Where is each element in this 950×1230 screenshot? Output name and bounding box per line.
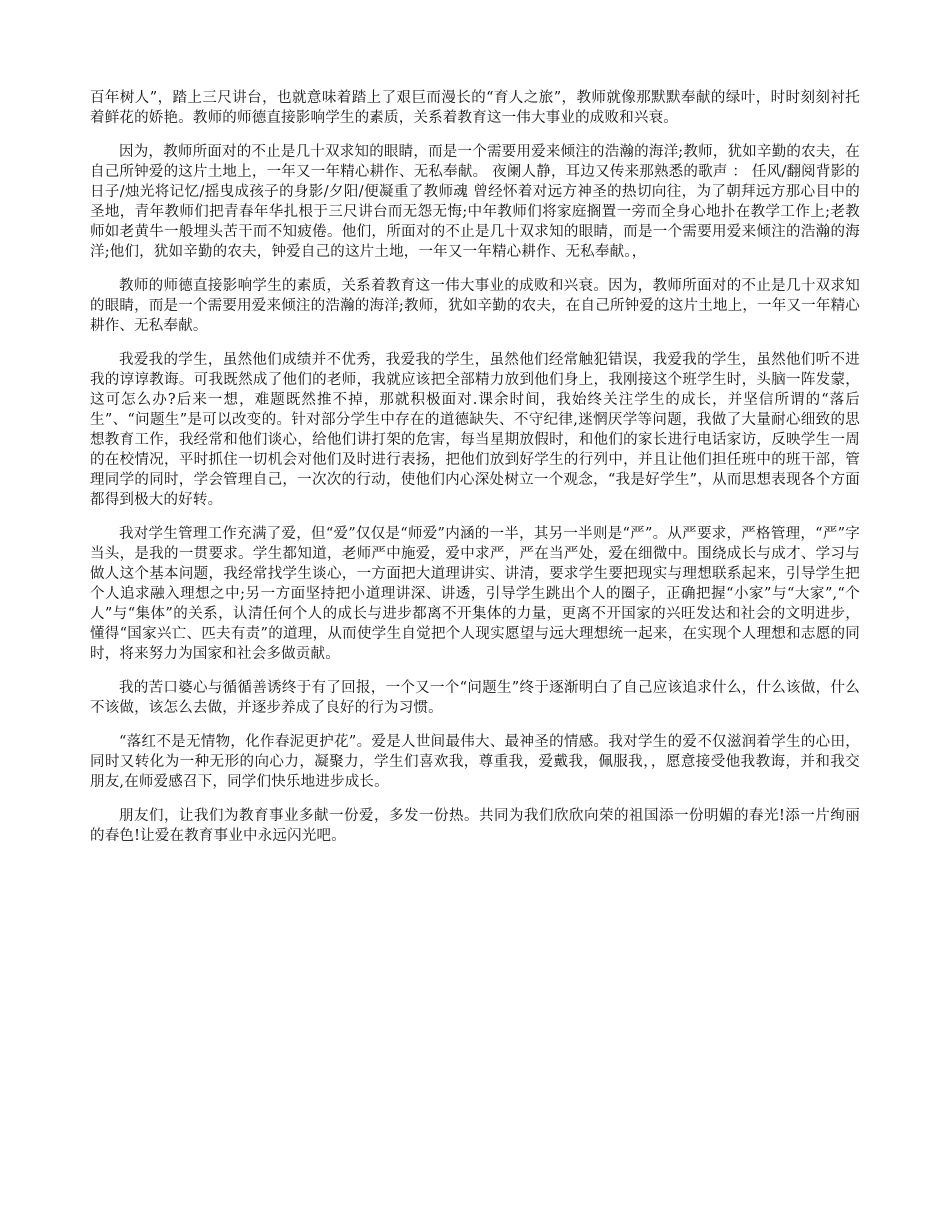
paragraph-1: 百年树人”，踏上三尺讲台，也就意味着踏上了艰巨而漫长的“育人之旅”，教师就像那默默奉献的绿叶，时时刻刻衬托着鲜花的娇艳。教师的师德直接影响学生的素质，关系着教育这一伟大事业的成败和兴衰。 [90, 90, 860, 126]
paragraph-5: 我对学生管理工作充满了爱，但“爱”仅仅是“师爱”内涵的一半，其另一半则是“严”。从严要求，严格管理，“严”字当头，是我的一贯要求。学生都知道，老师严中施爱，爱中求严，严在当严处，爱在细微中。围绕成长与成才、学习与做人这个基本问题，我经常找学生谈心，一方面把大道理讲实、讲清，要求学生要把现实与理想联系起来，引导学生把个人追求融入理想之中;另一方面坚持把小道理讲深、讲透，引导学生跳出个人的圈子，正确把握“小家”与“大家”,“个人”与“集体”的关系，认清任何个人的成长与进步都离不开集体的力量，更离不开国家的兴旺发达和社会的文明进步，懂得“国家兴亡、匹夫有责”的道理，从而使学生自觉把个人现实愿望与远大理想统一起来，在实现个人理想和志愿的同时，将来努力为国家和社会多做贡献。 [90, 526, 860, 662]
paragraph-2: 因为，教师所面对的不止是几十双求知的眼睛，而是一个需要用爱来倾注的浩瀚的海洋;教师，犹如辛勤的农夫，在自己所钟爱的这片土地上，一年又一年精心耕作、无私奉献。 夜阑人静，耳边又传来那熟悉的歌声 ： 任风/翻阅背影的日子/烛光将记忆/摇曳成孩子的身影/夕阳/便凝重了教师魂 曾经怀着对远方神圣的热切向往，为了朝拜远方那心目中的圣地，青年教师们把青春年华扎根于三尺讲台而无怨无悔;中年教师们将家庭搁置一旁而全身心地扑在教学工作上;老教师如老黄牛一般埋头苦干而不知疲倦。他们，所面对的不止是几十双求知的眼睛，而是一个需要用爱来倾注的浩瀚的海洋;他们，犹如辛勤的农夫，钟爱自己的这片土地，一年又一年精心耕作、无私奉献。， [90, 144, 860, 260]
paragraph-8: 朋友们，让我们为教育事业多献一份爱，多发一份热。共同为我们欣欣向荣的祖国添一份明媚的春光!添一片绚丽的春色!让爱在教育事业中永远闪光吧。 [90, 808, 860, 844]
document-body [90, 88, 860, 860]
paragraph-7: “落红不是无情物，化作春泥更护花”。爱是人世间最伟大、最神圣的情感。我对学生的爱不仅滋润着学生的心田，同时又转化为一种无形的向心力，凝聚力，学生们喜欢我，尊重我，爱戴我，佩服我，，愿意接受他我教诲，并和我交朋友,在师爱感召下，同学们快乐地进步成长。 [90, 734, 860, 790]
paragraph-3: 教师的师德直接影响学生的素质，关系着教育这一伟大事业的成败和兴衰。因为，教师所面对的不止是几十双求知的眼睛，而是一个需要用爱来倾注的浩瀚的海洋;教师，犹如辛勤的农夫，在自己所钟爱的这片土地上，一年又一年精心耕作、无私奉献。 [90, 278, 860, 334]
paragraph-4: 我爱我的学生，虽然他们成绩并不优秀，我爱我的学生，虽然他们经常触犯错误，我爱我的学生，虽然他们听不进我的谆谆教诲。可我既然成了他们的老师，我就应该把全部精力放到他们身上，我刚接这个班学生时，头脑一阵发蒙，这可怎么办?后来一想，难题既然推不掉，那就积极面对.课余时间，我始终关注学生的成长，并坚信所谓的“落后生”、“问题生”是可以改变的。针对部分学生中存在的道德缺失、不守纪律,迷惘厌学等问题，我做了大量耐心细致的思想教育工作，我经常和他们谈心，给他们讲打架的危害，每当星期放假时，和他们的家长进行电话家访，反映学生一周的在校情况，平时抓住一切机会对他们及时进行表扬，把他们放到好学生的行列中，并且让他们担任班中的班干部，管理同学的同时，学会管理自己，一次次的行动，使他们内心深处树立一个观念，“我是好学生”，从而思想表现各个方面都得到极大的好转。 [90, 352, 860, 508]
paragraph-6: 我的苦口婆心与循循善诱终于有了回报，一个又一个“问题生”终于逐渐明白了自己应该追求什么，什么该做，什么不该做，该怎么去做，并逐步养成了良好的行为习惯。 [90, 680, 860, 716]
